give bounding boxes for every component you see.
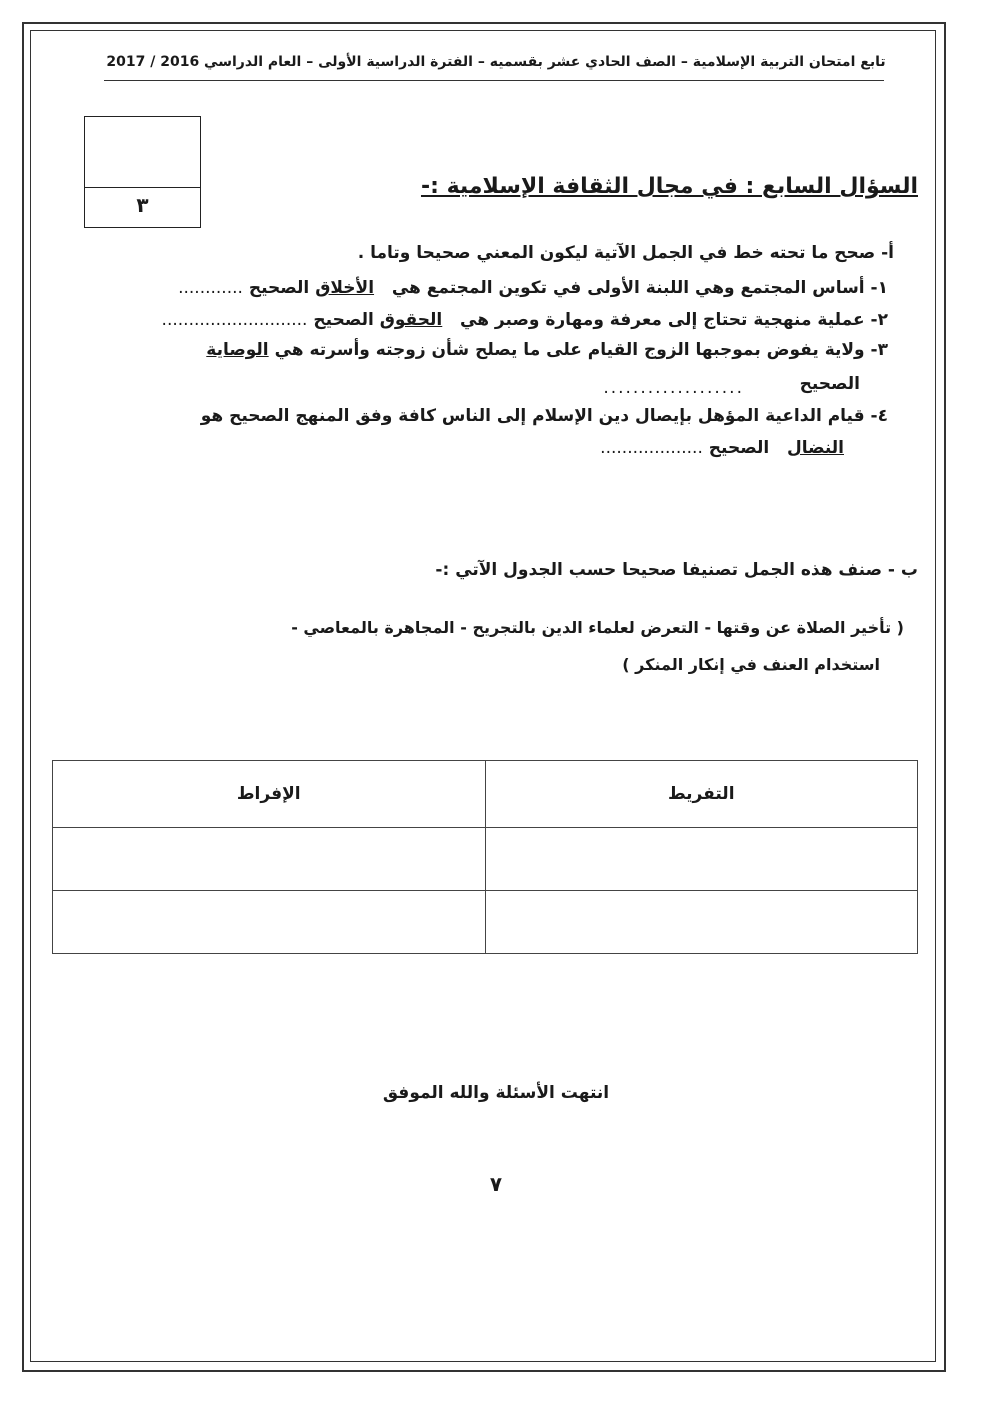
item-number: ٤- <box>870 406 888 426</box>
part-b-items-line1: ( تأخير الصلاة عن وقتها - التعرض لعلماء الدين بالتجريح - المجاهرة بالمعاصي - <box>291 618 904 637</box>
item-text: عملية منهجية تحتاج إلى معرفة ومهارة وصبر هي <box>460 310 865 330</box>
table-header-row <box>53 761 918 828</box>
item-number: ٣- <box>870 340 888 360</box>
item-number: ٢- <box>870 310 888 330</box>
answer-blank[interactable]: ................... <box>603 378 744 398</box>
part-a-instruction: أ- صحح ما تحته خط في الجمل الآتية ليكون المعني صحيحا وتاما . <box>357 243 894 263</box>
table-row <box>53 891 918 954</box>
answer-blank[interactable]: ........................... <box>161 310 308 330</box>
table-row <box>53 828 918 891</box>
question-title: السؤال السابع : في مجال الثقافة الإسلامية :- <box>420 174 918 199</box>
answer-label: الصحيح <box>313 310 374 330</box>
underlined-term: الوصاية <box>206 340 269 360</box>
score-box-divider <box>85 187 200 188</box>
part-a-item <box>178 278 888 298</box>
part-a-item <box>201 406 888 426</box>
item-number: ١- <box>870 278 888 298</box>
page-frame-inner <box>30 30 936 1362</box>
underlined-term: الأخلاق <box>315 278 375 298</box>
answer-label: الصحيح <box>799 374 860 394</box>
part-a-item-continuation <box>800 374 860 394</box>
page-number: ٧ <box>489 1172 503 1196</box>
part-a-item-continuation <box>600 438 844 458</box>
underlined-term: الحقوق <box>379 310 443 330</box>
part-a-item <box>206 340 888 360</box>
item-text: قيام الداعية المؤهل بإيصال دين الإسلام إلى الناس كافة وفق المنهج الصحيح هو <box>200 406 865 426</box>
answer-blank[interactable]: ............ <box>178 278 243 298</box>
part-a-item <box>162 310 888 330</box>
answer-label: الصحيح <box>708 438 770 458</box>
header-ifrat: الإفراط <box>53 761 486 828</box>
underlined-term: النضال <box>786 438 844 458</box>
answer-cell[interactable] <box>485 891 918 954</box>
header-rule <box>104 80 884 81</box>
answer-cell[interactable] <box>53 828 486 891</box>
score-mark: ٣ <box>136 193 149 217</box>
score-box <box>84 116 201 228</box>
answer-cell[interactable] <box>53 891 486 954</box>
answer-label: الصحيح <box>248 278 310 298</box>
answer-cell[interactable] <box>485 828 918 891</box>
part-b-items-line2: استخدام العنف في إنكار المنكر ) <box>622 655 880 674</box>
closing-text: انتهت الأسئلة والله الموفق <box>382 1083 610 1103</box>
part-b-instruction: ب - صنف هذه الجمل تصنيفا صحيحا حسب الجدول الآتي :- <box>435 560 918 580</box>
answer-blank[interactable]: ................... <box>600 438 703 458</box>
answer-blank-line <box>603 378 744 398</box>
item-text: أساس المجتمع وهي اللبنة الأولى في تكوين المجتمع هي <box>391 278 865 298</box>
item-text: ولاية يفوض بموجبها الزوج القيام على ما يصلح شأن زوجته وأسرته هي <box>274 340 865 360</box>
header-tafrit: التفريط <box>485 761 918 828</box>
exam-header: تابع امتحان التربية الإسلامية – الصف الحادي عشر بقسميه – الفترة الدراسية الأولى – العام الدراسي 2016 / 2017 <box>106 54 886 70</box>
classification-table <box>52 760 918 954</box>
